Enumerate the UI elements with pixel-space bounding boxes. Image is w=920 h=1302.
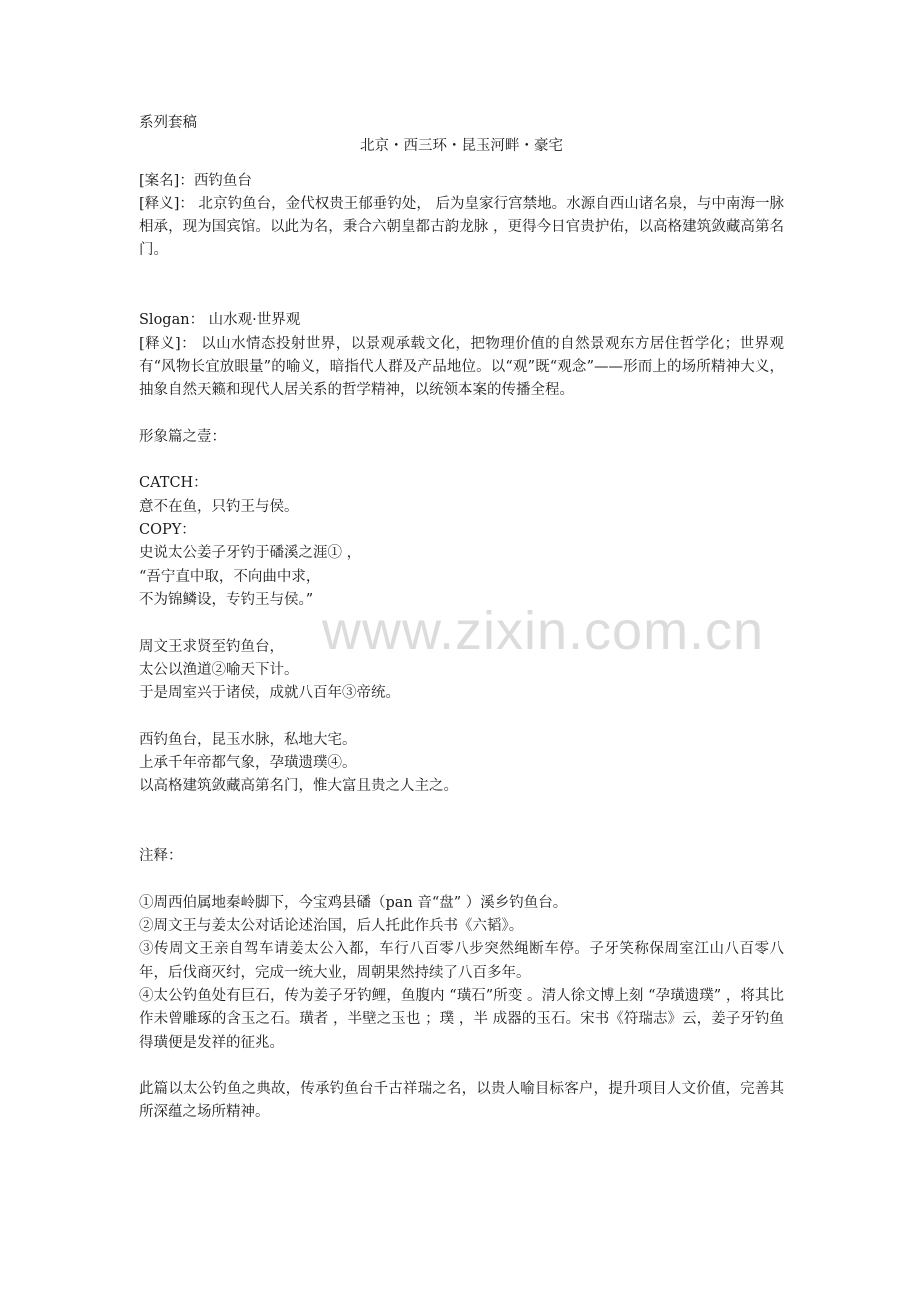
series-label: 系列套稿 xyxy=(139,115,197,131)
copy-line: 于是周室兴于诸侯，成就八百年③帝统。 xyxy=(139,685,400,702)
copy-line: 不为锦鳞设，专钓王与侯。” xyxy=(139,591,314,608)
watermark: www.zixin.com.cn xyxy=(322,601,765,661)
copy-line: 太公以渔道②喻天下计。 xyxy=(139,661,299,678)
note-item: ②周文王与姜太公对话论述治国，后人托此作兵书《六韬》。 xyxy=(139,918,524,935)
case-name-explanation: [释义]： 北京钓鱼台，金代权贵王郁垂钓处， 后为皇家行宫禁地。水源自西山诸名泉，与中南海一脉相承，现为国宾馆。以此为名，秉合六朝皇都古韵龙脉 ，更得今日官贵护佑，以高格建筑敛藏高第名门。 xyxy=(139,195,784,259)
note-item: ④太公钓鱼处有巨石，传为姜子牙钓鲤，鱼腹内 “璜石”所变 。清人徐文博上刻 “孕璜遗璞” ，将其比作未曾雕琢的含玉之石。璜者 ，半壁之玉也 ；璞 ，半 成器的玉石。宋书《符瑞志》云，姜子牙钓鱼得璜便是发祥的征兆。 xyxy=(139,987,784,1051)
chapter-title: 形象篇之壹： xyxy=(139,428,226,445)
copy-label: COPY： xyxy=(139,522,196,539)
catch-text: 意不在鱼，只钓王与侯。 xyxy=(139,498,299,515)
copy-line: 以高格建筑敛藏高第名门，惟大富且贵之人主之。 xyxy=(139,778,458,795)
copy-line: 上承千年帝都气象，孕璜遗璞④。 xyxy=(139,755,357,772)
copy-line: 西钓鱼台，昆玉水脉，私地大宅。 xyxy=(139,731,357,748)
note-item: ①周西伯属地秦岭脚下，今宝鸡县磻（pan 音“盘” ）溪乡钓鱼台。 xyxy=(139,894,568,911)
case-name: [案名]：西钓鱼台 xyxy=(139,172,252,189)
copy-line: “吾宁直中取，不向曲中求， xyxy=(139,568,321,585)
slogan-explanation: [释义]： 以山水情态投射世界，以景观承载文化，把物理价值的自然景观东方居住哲学化；世界观有“风物长宜放眼量”的喻义，暗指代人群及产品地位。以“观”既“观念”——形而上的场所精神大义，抽象自然天籁和现代人居关系的哲学精神，以统领本案的传播全程。 xyxy=(139,335,784,399)
catch-label: CATCH： xyxy=(139,475,208,492)
conclusion-paragraph: 此篇以太公钓鱼之典故，传承钓鱼台千古祥瑞之名，以贵人喻目标客户，提升项目人文价值，完善其所深蕴之场所精神。 xyxy=(139,1081,784,1121)
note-item: ③传周文王亲自驾车请姜太公入都，车行八百零八步突然绳断车停。子牙笑称保周室江山八百零八年，后伐商灭纣，完成一统大业，周朝果然持续了八百多年。 xyxy=(139,941,784,981)
copy-line: 史说太公姜子牙钓于磻溪之涯① ， xyxy=(139,545,362,562)
slogan: Slogan： 山水观·世界观 xyxy=(139,312,301,329)
document-body xyxy=(139,112,784,1125)
document-subtitle: 北京・西三环・昆玉河畔・豪宅 xyxy=(360,138,563,155)
copy-line: 周文王求贤至钓鱼台， xyxy=(139,638,284,655)
notes-title: 注释： xyxy=(139,848,183,865)
